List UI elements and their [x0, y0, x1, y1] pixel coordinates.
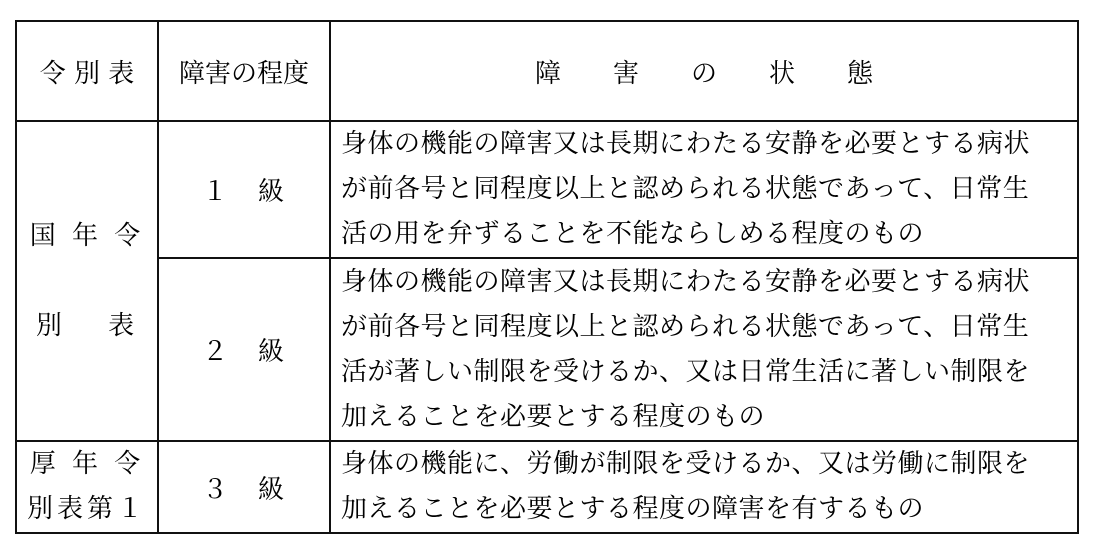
- condition-cell: 身体の機能の障害又は長期にわたる安静を必要とする病状 が前各号と同程度以上と認められる状態であって、日常生 活が著しい制限を受けるか、又は日常生活に著しい制限を 加えることを必要とする程度のもの: [330, 258, 1078, 441]
- condition-cell: 身体の機能に、労働が制限を受けるか、又は労働に制限を 加えることを必要とする程度の障害を有するもの: [330, 441, 1078, 533]
- law-table-cell: 厚 年 令 別表第１: [16, 441, 158, 533]
- table-row: [16, 441, 1078, 533]
- row-group-label: 国 年 令 別 表: [16, 121, 158, 441]
- degree-cell: ３ 級: [158, 441, 330, 533]
- header-condition: 障 害 の 状 態: [330, 21, 1078, 121]
- table-header-row: [16, 21, 1078, 121]
- degree-cell: １ 級: [158, 121, 330, 258]
- condition-cell: 身体の機能の障害又は長期にわたる安静を必要とする病状 が前各号と同程度以上と認められる状態であって、日常生 活の用を弁ずることを不能ならしめる程度のもの: [330, 121, 1078, 258]
- degree-cell: ２ 級: [158, 258, 330, 441]
- disability-grade-table: [15, 20, 1079, 534]
- table-row: [16, 258, 1078, 441]
- table-row: [16, 121, 1078, 258]
- header-degree: 障害の程度: [158, 21, 330, 121]
- header-law-table: 令 別 表: [16, 21, 158, 121]
- page-title: [0, 0, 1101, 16]
